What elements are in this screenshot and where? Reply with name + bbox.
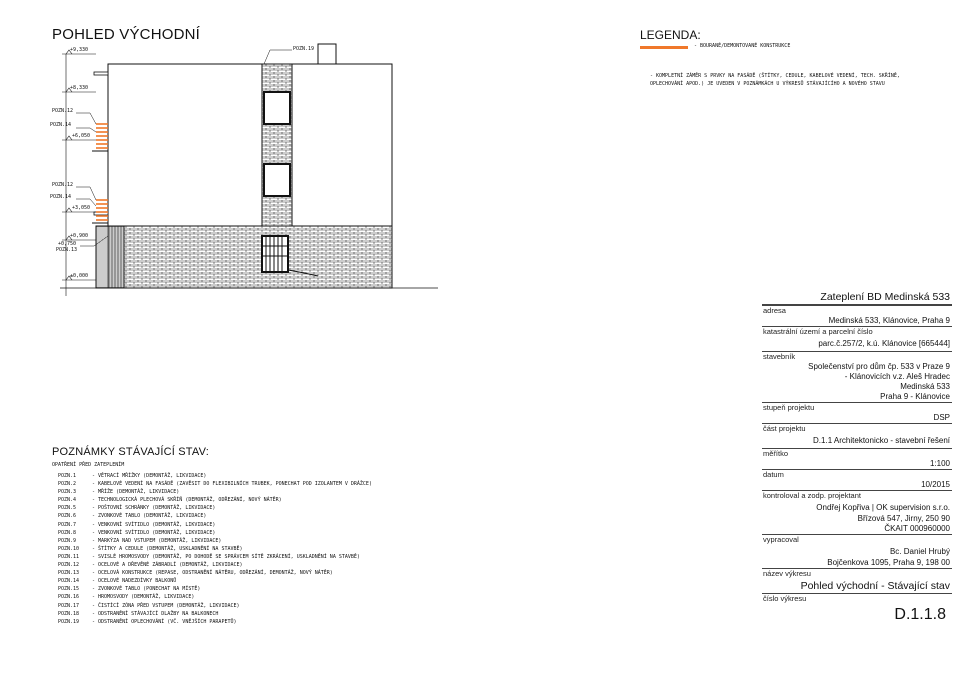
investor-line: Praha 9 - Klánovice [880,392,950,401]
brick-plinth [124,226,392,288]
note-item [58,585,372,593]
investor-line: Medinská 533 [900,382,950,391]
note-code: POZN.19 [58,618,80,625]
project-name: Zateplení BD Medinská 533 [762,290,952,305]
elevation-label: +6,050 [72,133,91,139]
demolished-railing-upper [96,124,108,148]
callout-label: POZN.14 [50,194,72,200]
scale-value: 1:100 [929,459,950,468]
note-item [58,561,372,569]
part-value: D.1.1 Architektonicko - stavební řešení [813,436,950,445]
upper-facade [108,64,392,226]
note-item [58,496,372,504]
notes-subtitle: OPATŘENÍ PŘED ZATEPLENÍM [52,462,125,468]
note-text: - ŠTÍTKY A CEDULE (DEMONTÁŽ, USKLADNĚNÍ NA STAVBĚ) [92,545,243,552]
callout-label: POZN.19 [293,46,315,52]
legend-note: - KOMPLETNÍ ZÁMĚR S PRVKY NA FASÁDĚ (ŠTÍTKY, CEDULE, KABELOVÉ VEDENÍ, TECH. SKŘÍNĚ, OPLECHOVÁNÍ APOD.) JE UVEDEN V POZNÁMKÁCH U VÝKRESŮ STÁVAJÍCÍHO A NOVÉHO STAVU [650,73,900,87]
note-code: POZN.15 [58,586,80,593]
cadastral-label: katastrální území a parcelní číslo [762,326,952,337]
designer-line: Ondřej Kopřiva | OK supervision s.r.o. [816,503,950,512]
drawing-number-label: číslo výkresu [762,593,952,604]
note-item [58,610,372,618]
note-text: - MŘÍŽE (DEMONTÁŽ, LIKVIDACE) [92,489,180,496]
note-item [58,488,372,496]
chimney [318,44,336,64]
note-item [58,480,372,488]
demolished-railing-lower [96,200,108,220]
elevation-label: +0,900 [70,233,89,239]
note-code: POZN.4 [58,497,77,504]
drawing-number-value: D.1.1.8 [894,606,946,623]
scale-label: měřítko [762,448,952,459]
note-code: POZN.12 [58,562,80,569]
drawing-title: POHLED VÝCHODNÍ [52,26,201,43]
note-code: POZN.5 [58,505,77,512]
note-text: - VENKOVNÍ SVÍTIDLO (DEMONTÁŽ, LIKVIDACE) [92,529,216,536]
date-value: 10/2015 [921,480,950,489]
note-text: - ODSTRANĚNÍ STÁVAJÍCÍ DLAŽBY NA BALKONECH [92,610,219,617]
callout-label: POZN.12 [52,182,74,188]
note-code: POZN.2 [58,481,77,488]
author-label: vypracoval [762,534,952,545]
legend-demolished-label: - BOURANÉ/DEMONTOVANÉ KONSTRUKCE [694,43,791,49]
author-line: Bojčenkova 1095, Praha 9, 198 00 [827,558,950,567]
note-text: - VENKOVNÍ SVÍTIDLO (DEMONTÁŽ, LIKVIDACE) [92,521,216,528]
title-block [762,290,952,626]
note-text: - OCELOVÁ KONSTRUKCE (REPASE, ODSTRANĚNÍ NÁTĚRU, ODŘEZÁNÍ, DEMONTÁŽ, NOVÝ NÁTĚR) [92,570,333,577]
callout-label: POZN.12 [52,108,74,114]
note-text: - ZVONKOVÉ TABLO (PONECHAT NA MÍSTĚ) [92,586,201,593]
note-text: - OCELOVÉ NADEZDÍVKY BALKONŮ [92,578,177,585]
investor-line: - Klánovicích v.z. Aleš Hradec [844,372,950,381]
elevation-label: +9,330 [70,47,89,53]
note-item [58,504,372,512]
note-text: - ČISTÍCÍ ZÓNA PŘED VSTUPEM (DEMONTÁŽ, LIKVIDACE) [92,602,240,609]
notes-title: POZNÁMKY STÁVAJÍCÍ STAV: [52,446,209,458]
address-label: adresa [762,305,952,316]
legend-demolished-swatch [640,46,688,49]
notes-list [58,472,372,626]
note-code: POZN.3 [58,489,77,496]
note-item [58,545,372,553]
plinth-edge [108,226,124,288]
note-code: POZN.8 [58,529,77,536]
note-text: - TECHNOLOGICKÁ PLECHOVÁ SKŘÍŇ (DEMONTÁŽ, ODŘEZÁNÍ, NOVÝ NÁTĚR) [92,497,282,504]
note-item [58,602,372,610]
note-item [58,521,372,529]
note-code: POZN.11 [58,553,80,560]
part-label: část projektu [762,423,952,434]
note-code: POZN.17 [58,602,80,609]
note-code: POZN.1 [58,473,77,479]
elevation-label: +8,330 [70,85,89,91]
investor-label: stavebník [762,351,952,362]
note-text: - ODSTRANĚNÍ OPLECHOVÁNÍ (VČ. VNĚJŠÍCH PARAPETŮ) [92,618,237,625]
note-code: POZN.6 [58,513,77,520]
designer-label: kontroloval a zodp. projektant [762,490,952,501]
address-value: Medinská 533, Klánovice, Praha 9 [828,316,950,325]
author-line: Bc. Daniel Hrubý [889,547,950,556]
note-text: - OCELOVÉ A DŘEVĚNÉ ZÁBRADLÍ (DEMONTÁŽ, LIKVIDACE) [92,562,243,569]
stair-window-1 [264,92,290,124]
designer-line: ČKAIT 000960000 [884,524,950,533]
note-item [58,593,372,601]
note-text: - POŠTOVNÍ SCHRÁNKY (DEMONTÁŽ, LIKVIDACE) [92,505,216,512]
legend-title: LEGENDA: [640,28,701,42]
callout-label: POZN.13 [56,247,78,253]
note-item [58,537,372,545]
elevation-label: +3,050 [72,205,91,211]
note-text: - MARKÝZA NAD VSTUPEM (DEMONTÁŽ, LIKVIDACE) [92,537,222,544]
note-text: - ZVONKOVÉ TABLO (DEMONTÁŽ, LIKVIDACE) [92,513,207,520]
note-item [58,577,372,585]
note-code: POZN.7 [58,521,77,528]
note-item [58,529,372,537]
drawing-name-label: název výkresu [762,568,952,579]
note-text: - VĚTRACÍ MŘÍŽKY (DEMONTÁŽ, LIKVIDACE) [92,473,207,479]
callout-label: POZN.14 [50,122,72,128]
designer-line: Břízová 547, Jirny, 250 90 [857,514,950,523]
note-text: - HROMOSVODY (DEMONTÁŽ, LIKVIDACE) [92,594,195,601]
note-item [58,512,372,520]
note-code: POZN.16 [58,594,80,601]
note-code: POZN.18 [58,610,80,617]
note-text: - KABELOVÉ VEDENÍ NA FASÁDĚ (ZAVĚSIT DO FLEXIBILNÍCH TRUBEK, PONECHAT POD IZOLANTEM V DRÁŽCE) [92,481,372,488]
stair-window-2 [264,164,290,196]
note-code: POZN.10 [58,545,80,552]
elevation-label: ±0,000 [70,273,89,279]
note-code: POZN.13 [58,570,80,577]
note-item [58,618,372,626]
stage-label: stupeň projektu [762,402,952,413]
note-item [58,472,372,480]
date-label: datum [762,469,952,480]
elevation-label: +0,750 [58,241,77,247]
note-item [58,553,372,561]
stage-value: DSP [933,413,950,422]
investor-line: Společenství pro dům čp. 533 v Praze 9 [808,362,950,371]
note-code: POZN.9 [58,537,77,544]
drawing-name-value: Pohled východní - Stávající stav [800,580,950,592]
note-item [58,569,372,577]
cadastral-value: parc.č.257/2, k.ú. Klánovice [665444] [818,339,950,348]
note-code: POZN.14 [58,578,80,585]
note-text: - SVISLÉ HROMOSVODY (DEMONTÁŽ, PO DOHODĚ SE SPRÁVCEM SÍTĚ ZKRÁCENÍ, USKLADNĚNÍ NA STAVBĚ) [92,553,360,560]
stair-core [262,64,292,226]
